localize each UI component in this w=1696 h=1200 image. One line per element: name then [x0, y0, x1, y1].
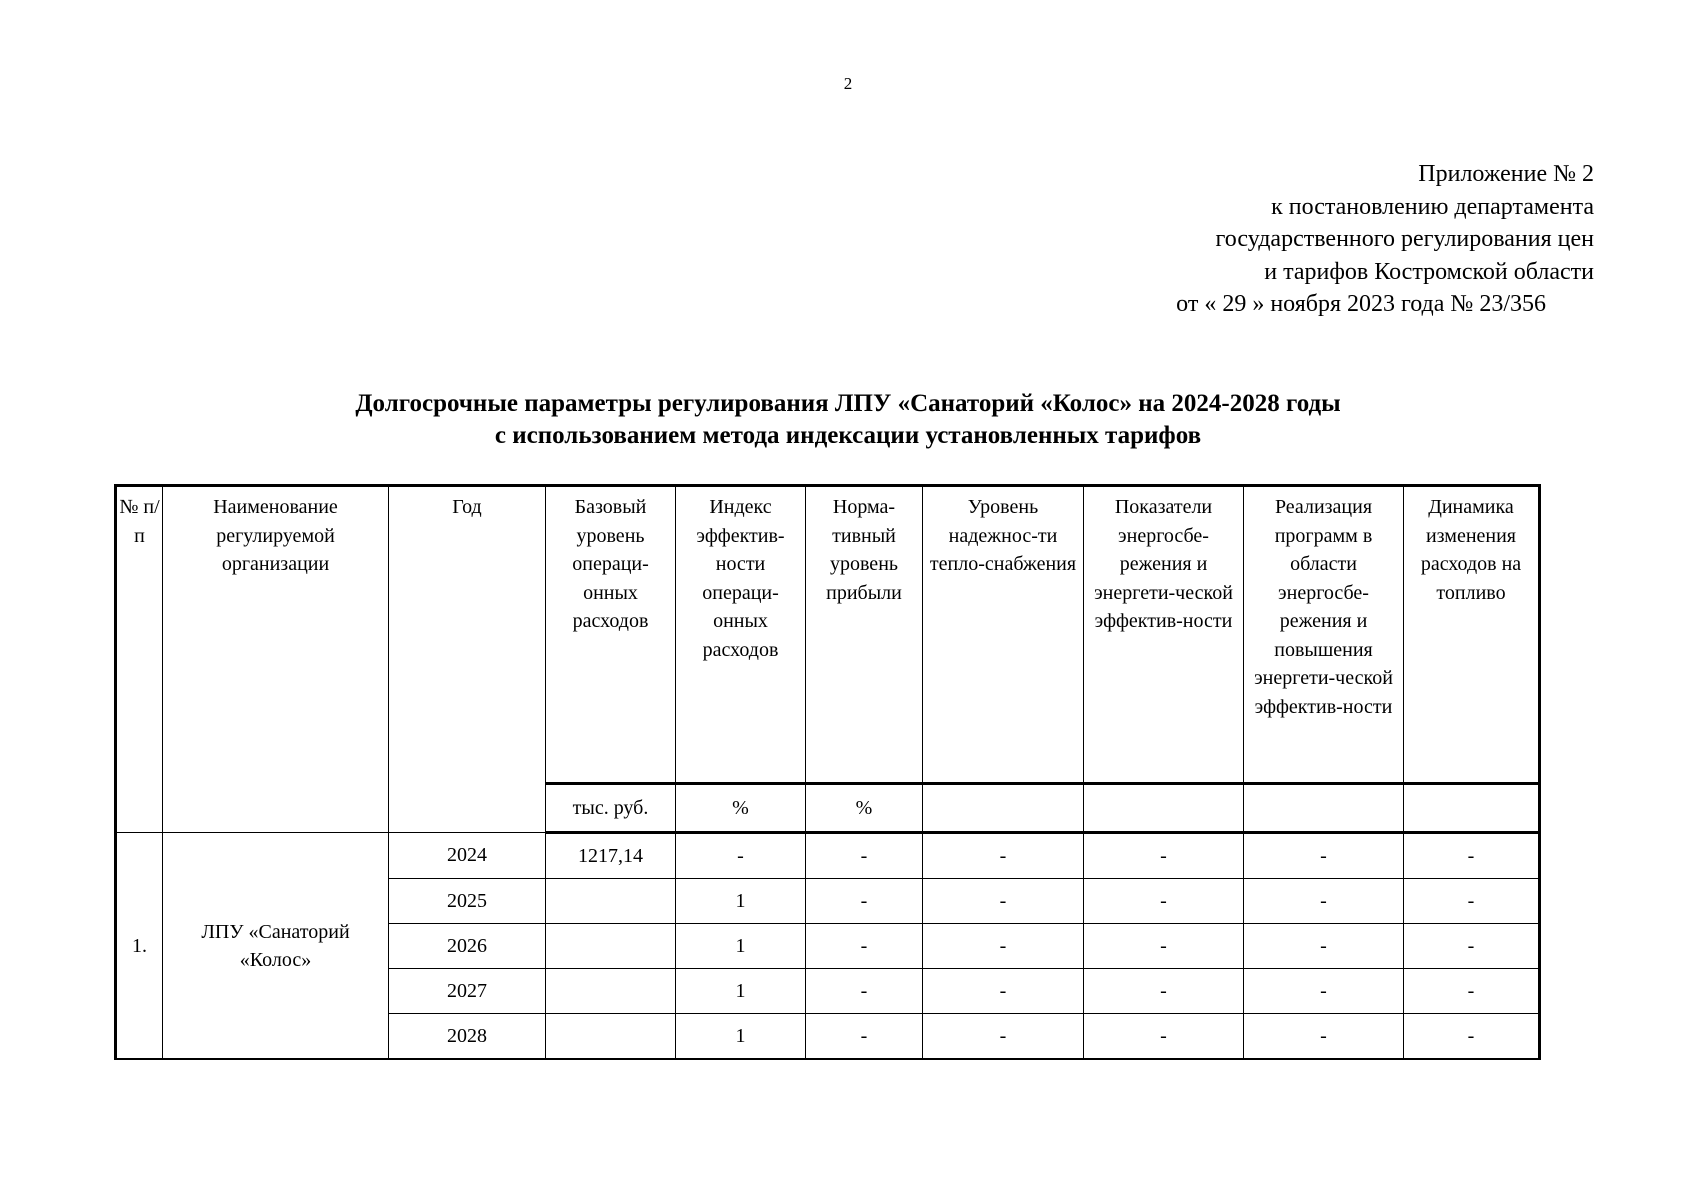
value-cell: - [923, 969, 1084, 1014]
value-cell: - [1084, 833, 1244, 879]
value-cell: - [1244, 879, 1404, 924]
appendix-block [1176, 158, 1594, 321]
row-number-cell: 1. [116, 833, 163, 1060]
value-cell [546, 1014, 676, 1060]
unit-cell [923, 784, 1084, 833]
header-cell: Базовый уровень операци-онных расходов [546, 486, 676, 784]
value-cell: 1 [676, 969, 806, 1014]
value-cell: 1 [676, 879, 806, 924]
value-cell: - [923, 879, 1084, 924]
value-cell: - [676, 833, 806, 879]
value-cell [546, 924, 676, 969]
year-cell: 2024 [389, 833, 546, 879]
header-cell: Наименование регулируемой организации [163, 486, 389, 833]
unit-cell: тыс. руб. [546, 784, 676, 833]
unit-cell [1404, 784, 1540, 833]
value-cell: 1 [676, 1014, 806, 1060]
table-row [116, 833, 1540, 879]
value-cell: - [1244, 969, 1404, 1014]
value-cell: - [806, 969, 923, 1014]
value-cell: - [1084, 969, 1244, 1014]
value-cell: - [1404, 969, 1540, 1014]
value-cell: - [806, 879, 923, 924]
header-cell: Норма-тивный уровень прибыли [806, 486, 923, 784]
unit-cell: % [806, 784, 923, 833]
unit-cell: % [676, 784, 806, 833]
unit-cell [1244, 784, 1404, 833]
appendix-date-line: от « 29 » ноября 2023 года № 23/356 [1176, 291, 1546, 317]
value-cell: 1217,14 [546, 833, 676, 879]
value-cell: - [1404, 1014, 1540, 1060]
unit-cell [1084, 784, 1244, 833]
document-title [0, 388, 1696, 452]
value-cell: - [1084, 924, 1244, 969]
value-cell: - [806, 1014, 923, 1060]
title-line: Долгосрочные параметры регулирования ЛПУ «Санаторий «Колос» на 2024-2028 годы [355, 390, 1341, 417]
value-cell [546, 879, 676, 924]
value-cell: - [806, 924, 923, 969]
page-number: 2 [843, 74, 853, 93]
header-cell: Показатели энергосбе-режения и энергети-ческой эффектив-ности [1084, 486, 1244, 784]
value-cell: - [1244, 924, 1404, 969]
value-cell: - [1244, 833, 1404, 879]
value-cell: - [1404, 833, 1540, 879]
appendix-line: государственного регулирования цен [1215, 226, 1594, 252]
value-cell: - [1084, 1014, 1244, 1060]
year-cell: 2027 [389, 969, 546, 1014]
value-cell: - [923, 833, 1084, 879]
appendix-line: Приложение № 2 [1418, 161, 1594, 187]
value-cell: - [1084, 879, 1244, 924]
parameters-table [114, 484, 1541, 1060]
value-cell: - [806, 833, 923, 879]
value-cell: - [923, 924, 1084, 969]
value-cell: - [1404, 924, 1540, 969]
header-cell: Уровень надежнос-ти тепло-снабжения [923, 486, 1084, 784]
year-cell: 2025 [389, 879, 546, 924]
appendix-line: к постановлению департамента [1271, 193, 1594, 220]
value-cell: - [923, 1014, 1084, 1060]
value-cell: - [1404, 879, 1540, 924]
table-header-row [116, 486, 1540, 784]
organization-cell: ЛПУ «Санаторий «Колос» [163, 833, 389, 1060]
header-cell: Индекс эффектив-ности операци-онных расходов [676, 486, 806, 784]
title-line: с использованием метода индексации установленных тарифов [494, 422, 1202, 449]
value-cell: - [1244, 1014, 1404, 1060]
appendix-line: и тарифов Костромской области [1264, 258, 1594, 285]
header-cell: № п/п [116, 486, 163, 833]
value-cell [546, 969, 676, 1014]
header-cell: Год [389, 486, 546, 833]
header-cell: Реализация программ в области энергосбе-режения и повышения энергети-ческой эффектив-ности [1244, 486, 1404, 784]
header-cell: Динамика изменения расходов на топливо [1404, 486, 1540, 784]
value-cell: 1 [676, 924, 806, 969]
year-cell: 2026 [389, 924, 546, 969]
year-cell: 2028 [389, 1014, 546, 1060]
